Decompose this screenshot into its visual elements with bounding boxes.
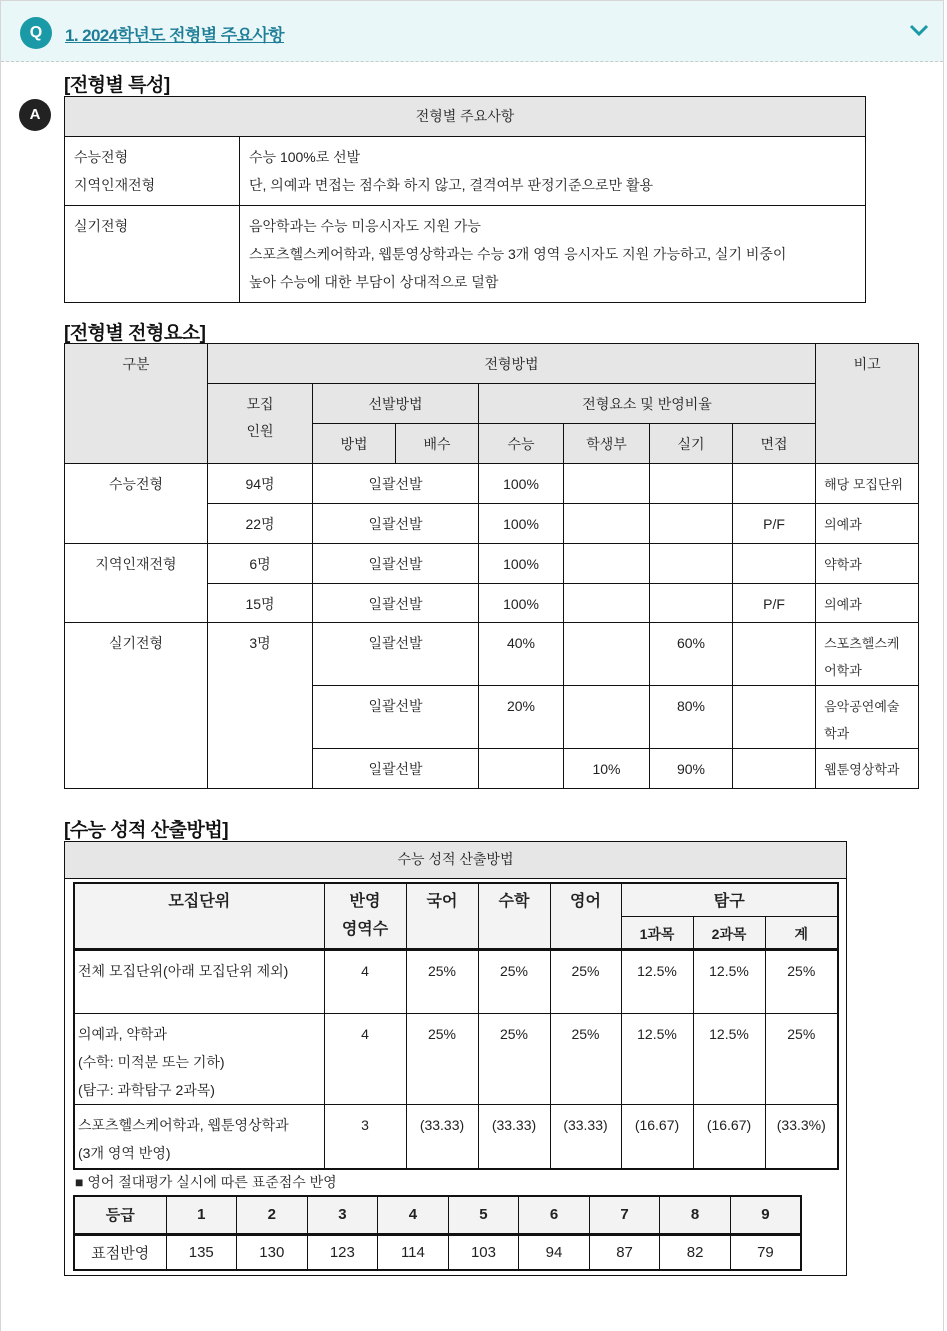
header-sub2: 2과목 [693, 917, 765, 950]
table-row: 실기전형 3명 일괄선발 40% 60% 스포츠헬스케 어학과 [65, 623, 919, 686]
table-row: 스포츠헬스케어학과, 웹툰영상학과 (3개 영역 반영) 3 (33.33) (33.33) (33.33) (16.67) (16.67) (33.3%) [74, 1105, 838, 1169]
header-unit: 모집단위 [74, 883, 324, 950]
category-cell: 수능전형 [65, 464, 208, 544]
category-cell: 실기전형 [65, 623, 208, 789]
header-way: 방법 [313, 424, 396, 464]
table-header: 전형별 주요사항 [65, 97, 866, 137]
chevron-down-icon[interactable] [909, 23, 929, 37]
section-title-score-calc: [수능 성적 산출방법] [64, 820, 229, 841]
header-inquiry: 탐구 [621, 883, 838, 917]
header-selection: 선발방법 [313, 384, 479, 424]
header-suneung: 수능 [479, 424, 564, 464]
header-math: 수학 [478, 883, 550, 950]
header-remarks: 비고 [816, 344, 919, 464]
header-elements: 전형요소 및 반영비율 [479, 384, 816, 424]
header-english: 영어 [550, 883, 621, 950]
description-cell: 음악학과는 수능 미응시자도 지원 가능 스포츠헬스케어학과, 웹툰영상학과는 수능 3개 영역 응시자도 지원 가능하고, 실기 비중이 높아 수능에 대한 부담이 상대적으로 덜함 [240, 206, 866, 303]
header-record: 학생부 [564, 424, 650, 464]
q-badge: Q [20, 17, 52, 49]
score-row: 표점반영 135 130 123 114 103 94 87 82 79 [74, 1234, 801, 1270]
header-sub1: 1과목 [621, 917, 693, 950]
table-row: 일괄선발 20% 80% 음악공연예술 학과 [65, 686, 919, 749]
faq-question-header[interactable] [1, 1, 943, 62]
header-quota: 모집 인원 [208, 384, 313, 464]
header-category: 구분 [65, 344, 208, 464]
header-total: 계 [765, 917, 838, 950]
admission-elements-table [64, 343, 919, 789]
a-badge: A [19, 99, 51, 131]
header-multiple: 배수 [396, 424, 479, 464]
section-title-elements: [전형별 전형요소] [64, 323, 206, 344]
header-method: 전형방법 [208, 344, 816, 384]
table-row [65, 206, 866, 303]
score-calc-box [64, 841, 847, 1276]
table-row: 22명 일괄선발 100% P/F 의예과 [65, 504, 919, 544]
score-calc-table [73, 882, 839, 1170]
header-areas: 반영 영역수 [324, 883, 406, 950]
section-title-characteristics: [전형별 특성] [64, 75, 170, 96]
grade-row: 등급 1 2 3 4 5 6 7 8 9 [74, 1196, 801, 1234]
english-score-table [73, 1195, 802, 1271]
description-cell: 수능 100%로 선발 단, 의예과 면접는 점수화 하지 않고, 결격여부 판정기준으로만 활용 [240, 137, 866, 206]
header-korean: 국어 [406, 883, 478, 950]
table-row [65, 137, 866, 206]
admission-type-cell: 수능전형 지역인재전형 [65, 137, 240, 206]
table-row: 의예과, 약학과 (수학: 미적분 또는 기하) (탐구: 과학탐구 2과목) 4 25% 25% 25% 12.5% 12.5% 25% [74, 1014, 838, 1105]
box-header: 수능 성적 산출방법 [65, 842, 846, 879]
table-row: 지역인재전형 6명 일괄선발 100% 약학과 [65, 544, 919, 584]
category-cell: 지역인재전형 [65, 544, 208, 623]
english-note: ■ 영어 절대평가 실시에 따른 표준점수 반영 [75, 1174, 337, 1190]
header-practical: 실기 [650, 424, 733, 464]
table-row: 수능전형 94명 일괄선발 100% 해당 모집단위 [65, 464, 919, 504]
admission-type-cell: 실기전형 [65, 206, 240, 303]
table-row: 전체 모집단위(아래 모집단위 제외) 4 25% 25% 25% 12.5% 12.5% 25% [74, 950, 838, 1014]
characteristics-table [64, 96, 866, 303]
table-row: 일괄선발 10% 90% 웹툰영상학과 [65, 749, 919, 789]
question-title-link[interactable]: 1. 2024학년도 전형별 주요사항 [65, 26, 284, 45]
table-row: 15명 일괄선발 100% P/F 의예과 [65, 584, 919, 623]
header-interview: 면접 [733, 424, 816, 464]
